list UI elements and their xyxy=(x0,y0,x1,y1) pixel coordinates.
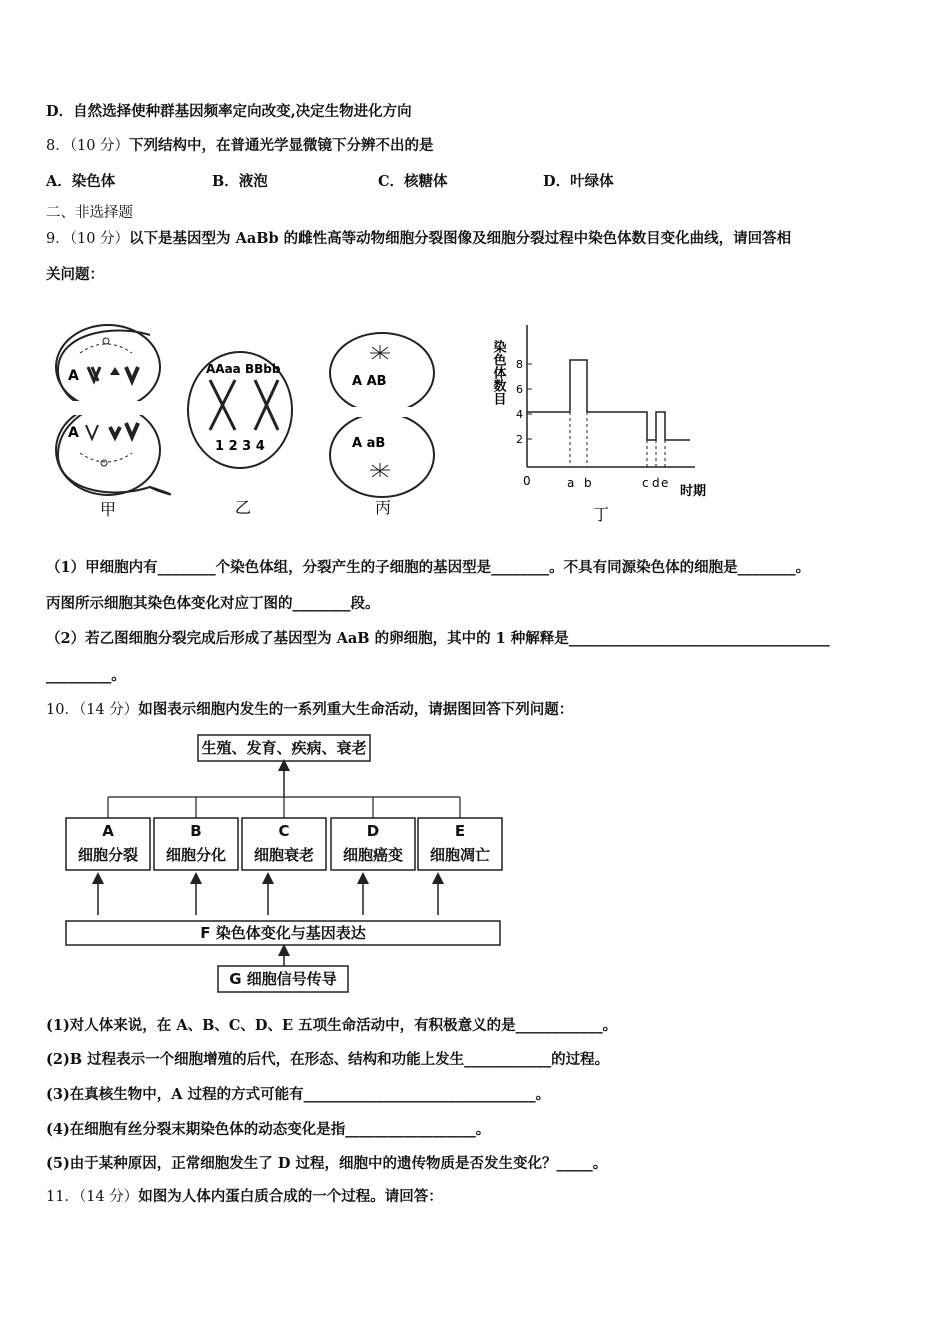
box-d xyxy=(331,818,415,870)
box-d-letter: D xyxy=(366,822,380,840)
box-b-label: 细胞分化 xyxy=(165,846,227,864)
bing-bottom: A aB xyxy=(352,436,386,451)
box-c xyxy=(242,818,326,870)
label-yi: 乙 xyxy=(235,498,252,517)
xtick-c: c xyxy=(642,476,649,490)
section-heading: 二、非选择题 xyxy=(46,205,133,221)
q8-score: （10 分） xyxy=(69,138,130,154)
label-bing: 丙 xyxy=(375,498,392,517)
q10-stem xyxy=(46,700,573,720)
svg-text:A: A xyxy=(68,368,79,384)
xtick-d: d xyxy=(652,476,660,490)
xtick-0: 0 xyxy=(523,474,531,488)
cell-jia xyxy=(56,325,170,519)
ytick-4: 4 xyxy=(516,408,523,421)
box-b xyxy=(154,818,238,870)
g-box-text: G 细胞信号传导 xyxy=(229,970,337,988)
q10-sub5: (5)由于某种原因，正常细胞发生了 D 过程，细胞中的遗传物质是否发生变化？_____。 xyxy=(46,1155,608,1172)
ytick-8: 8 xyxy=(516,358,523,371)
q11-stem xyxy=(46,1187,443,1207)
q11-text: 如图为人体内蛋白质合成的一个过程。请回答： xyxy=(138,1188,443,1205)
cell-yi xyxy=(188,352,292,517)
diagram-top-text: 生殖、发育、疾病、衰老 xyxy=(201,739,367,757)
xtick-e: e xyxy=(661,476,669,490)
q10-number: 10． xyxy=(46,702,79,718)
svg-text:A: A xyxy=(68,425,79,441)
box-e-label: 细胞凋亡 xyxy=(429,846,491,864)
q7-option-d: D．自然选择使种群基因频率定向改变,决定生物进化方向 xyxy=(46,103,412,120)
cell-bing xyxy=(330,333,434,517)
q10-sub1: (1)对人体来说，在 A、B、C、D、E 五项生命活动中，有积极意义的是____________。 xyxy=(46,1017,618,1034)
xtick-a: a xyxy=(567,476,575,490)
q10-text: 如图表示细胞内发生的一系列重大生命活动，请据图回答下列问题： xyxy=(138,701,574,718)
q9-number: 9． xyxy=(46,231,70,247)
yi-numbers: 1 2 3 4 xyxy=(215,439,265,454)
q10-sub2: (2)B 过程表示一个细胞增殖的后代，在形态、结构和功能上发生____________的过程。 xyxy=(46,1051,610,1068)
box-c-label: 细胞衰老 xyxy=(253,846,315,864)
q9-stem-cont: 关问题： xyxy=(46,266,104,283)
ytick-2: 2 xyxy=(516,433,523,446)
q9-stem xyxy=(46,229,791,249)
q9-sub2-line2: _________。 xyxy=(46,667,126,684)
q8-number: 8． xyxy=(46,138,70,154)
graph-ding xyxy=(491,325,707,524)
box-c-letter: C xyxy=(278,822,290,840)
label-jia: 甲 xyxy=(100,500,117,519)
q9-sub2-line1: （2）若乙图细胞分裂完成后形成了基因型为 AaB 的卵细胞，其中的 1 种解释是____________________________________ xyxy=(46,630,830,647)
xtick-b: b xyxy=(584,476,592,490)
q8-text: 下列结构中，在普通光学显微镜下分辨不出的是 xyxy=(129,137,434,154)
label-ding: 丁 xyxy=(593,505,610,524)
f-bar-text: F 染色体变化与基因表达 xyxy=(200,924,366,942)
q11-number: 11． xyxy=(46,1189,79,1205)
q8-option-c: C．核糖体 xyxy=(378,173,448,190)
q9-score: （10 分） xyxy=(69,231,130,247)
graph-xlabel: 时期 xyxy=(680,484,707,499)
q10-sub4: (4)在细胞有丝分裂末期染色体的动态变化是指__________________。 xyxy=(46,1121,491,1138)
yi-genes: AAaa BBbb xyxy=(206,362,281,376)
q9-figure xyxy=(40,315,730,525)
q11-score: （14 分） xyxy=(78,1189,139,1205)
q8-option-d: D．叶绿体 xyxy=(543,173,614,190)
graph-ylabel: 染色体数目 xyxy=(490,340,506,405)
ytick-6: 6 xyxy=(516,383,523,396)
q10-score: （14 分） xyxy=(78,702,139,718)
box-a-label: 细胞分裂 xyxy=(77,846,139,864)
box-d-label: 细胞癌变 xyxy=(342,846,404,864)
box-a xyxy=(66,818,150,870)
box-e-letter: E xyxy=(454,822,466,840)
box-b-letter: B xyxy=(190,822,202,840)
q9-text: 以下是基因型为 AaBb 的雌性高等动物细胞分裂图像及细胞分裂过程中染色体数目变化曲线，请回答相 xyxy=(129,230,792,247)
box-a-letter: A xyxy=(102,822,114,840)
box-e xyxy=(418,818,502,870)
q10-sub3: (3)在真核生物中，A 过程的方式可能有________________________________。 xyxy=(46,1086,551,1103)
q8-option-b: B．液泡 xyxy=(212,173,268,190)
bing-top: A AB xyxy=(352,374,387,389)
q10-diagram xyxy=(60,730,510,995)
q8-option-a: A．染色体 xyxy=(46,173,116,190)
q8-stem xyxy=(46,136,434,156)
q9-sub1-line2: 丙图所示细胞其染色体变化对应丁图的________段。 xyxy=(46,595,380,612)
q9-sub1-line1: （1）甲细胞内有________个染色体组，分裂产生的子细胞的基因型是________。不具有同源染色体的细胞是________。 xyxy=(46,559,811,576)
